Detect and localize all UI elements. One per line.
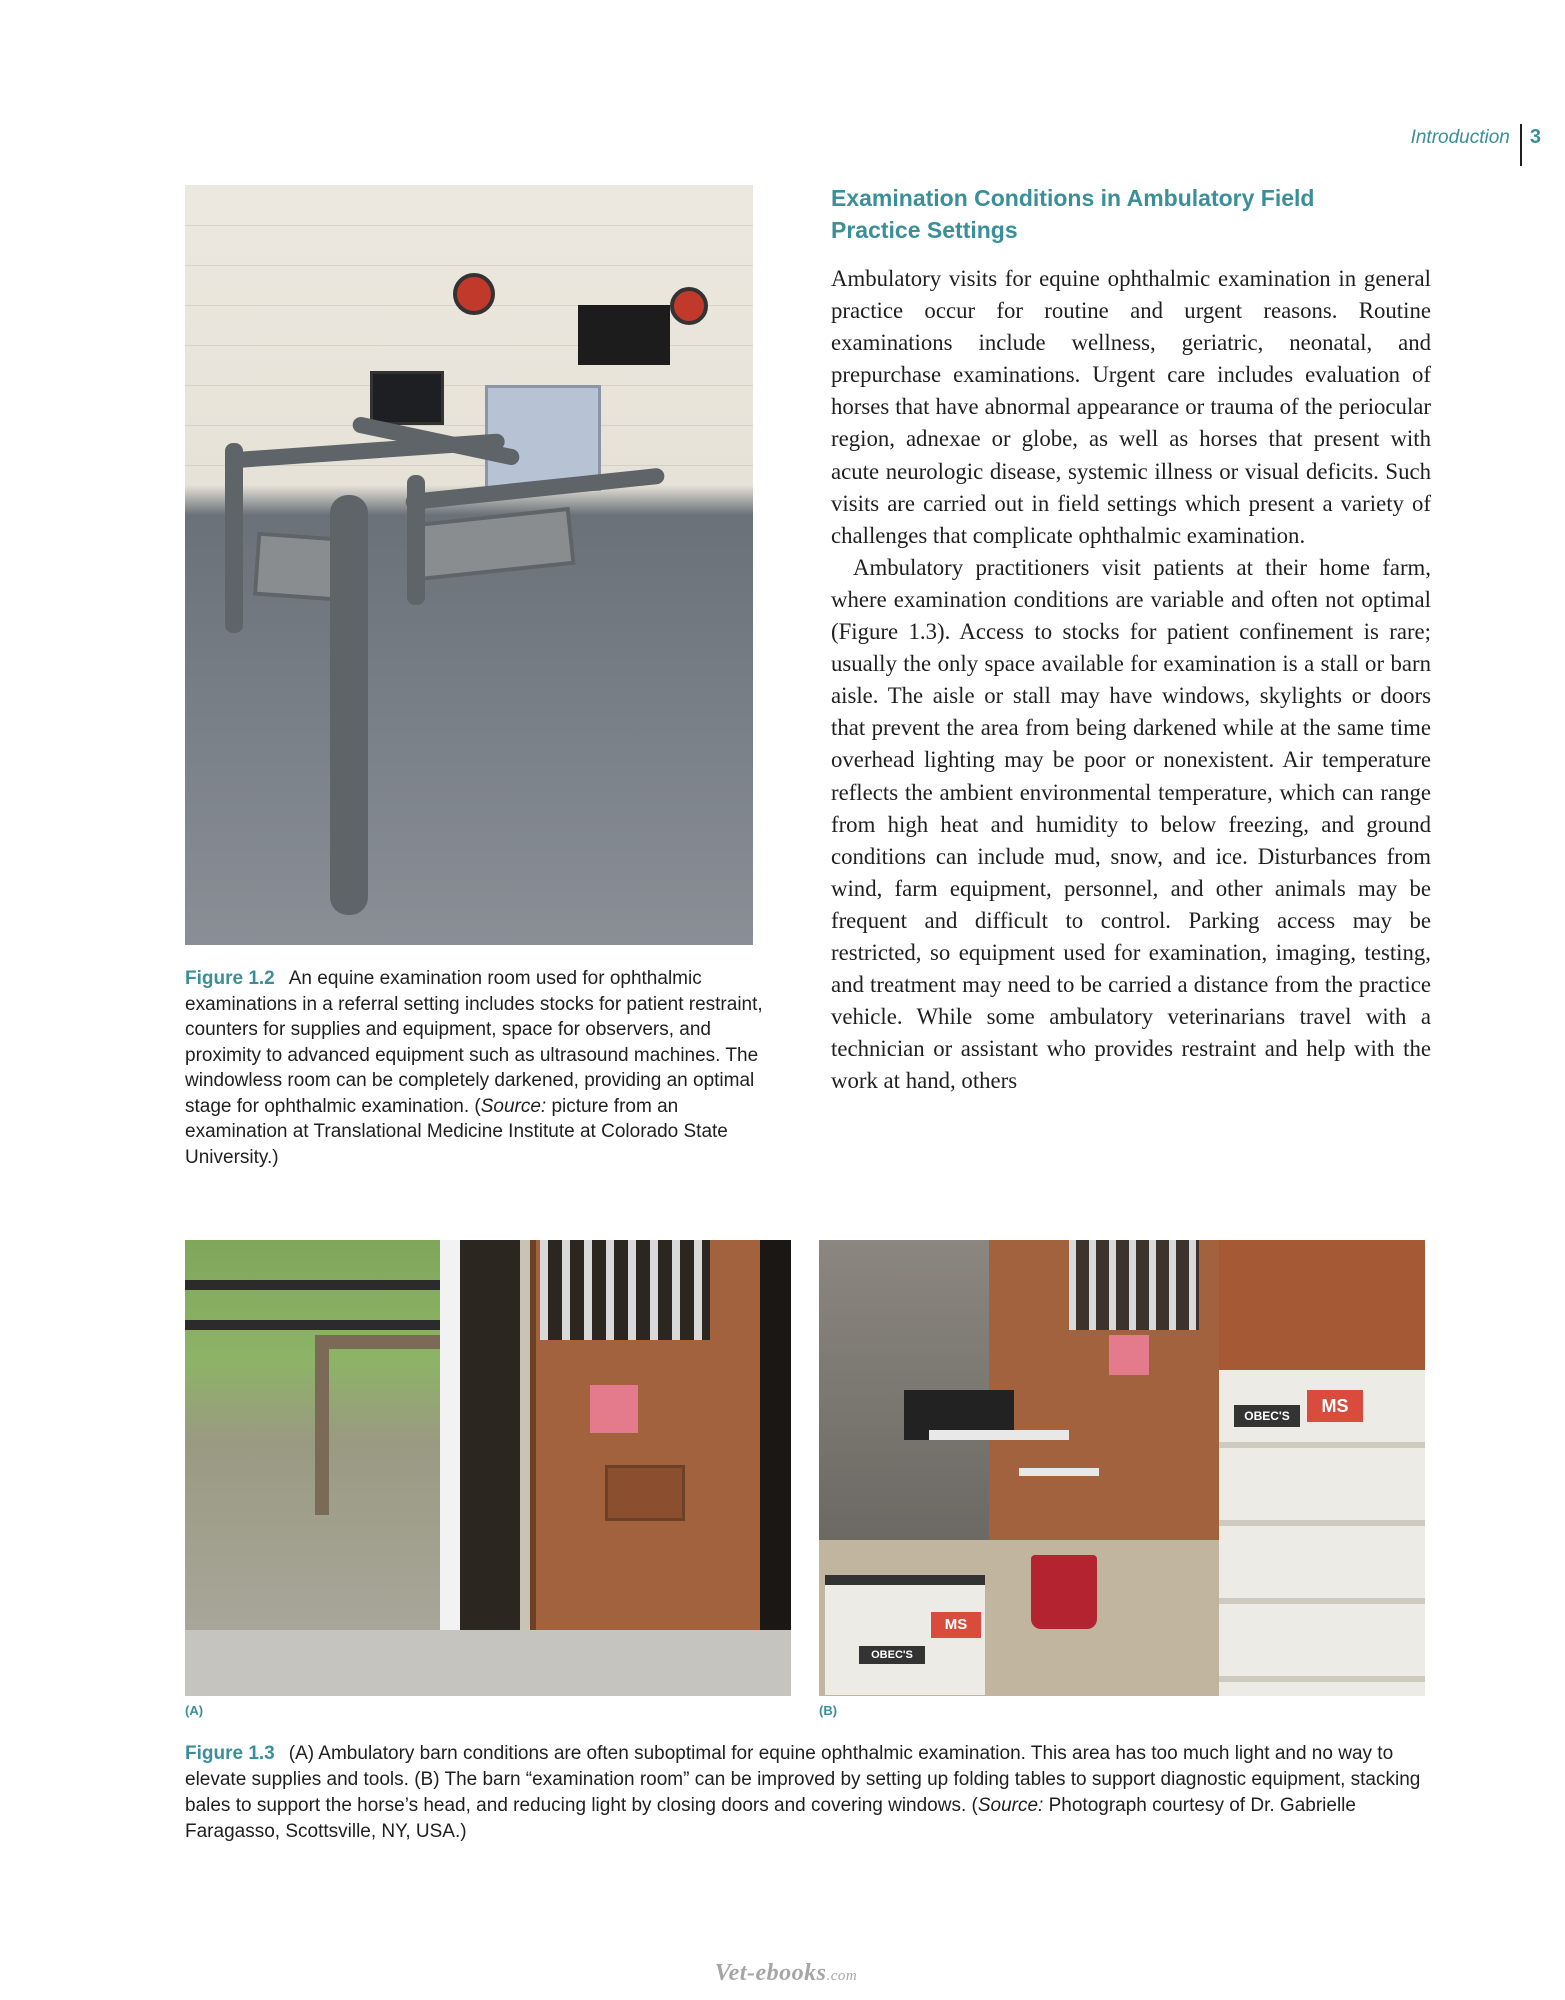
running-header [1411,124,1541,168]
stocks-side-pad [412,507,575,581]
watermark-main: Vet-ebooks [714,1960,827,1986]
figure-1-3-panel-a-label: (A) [185,1703,204,1718]
feed-bag-left-brand: OBEC'S [859,1646,925,1664]
body-text [831,263,1431,1097]
door-feeder [605,1465,685,1521]
hitching-post [315,1335,329,1515]
door-frame [440,1240,460,1630]
wall-monitor [578,305,670,365]
right-wall [760,1240,791,1630]
watermark-suffix: .com [826,1968,858,1984]
figure-1-3-caption-text: (A) Ambulatory barn conditions are often suboptimal for equine ophthalmic examination. This area has too much light and no way to elevate supplies and tools. (B) The barn “examination room” can be improved by setting up folding tables to support diagnostic equipment, stacking bales to support the horse’s head, and reducing light by closing doors and covering windows. ( [185,1743,1421,1816]
figure-1-3-label: Figure 1.3 [185,1743,275,1764]
figure-1-2-label: Figure 1.2 [185,968,275,989]
figure-1-2-caption-text: An equine examination room used for ophthalmic examinations in a referral setting includes stocks for patient restraint, counters for supplies and equipment, space for observers, and proximity to advanced equipment such as ultrasound machines. The windowless room can be completely darkened, providing an optimal stage for ophthalmic examination. ( [185,968,763,1117]
barn-wall-dark [460,1240,520,1630]
pasture-fence [185,1280,445,1290]
stocks-front-post [330,495,368,915]
figure-1-3-panel-b-label: (B) [819,1703,838,1718]
concrete-floor [185,1630,791,1696]
feed-bag-right-label: MS [1307,1390,1363,1422]
folding-table [929,1430,1069,1440]
door-sign [590,1385,638,1433]
stall-door-grille [1069,1240,1199,1330]
figure-1-3-source-label: Source: [977,1795,1044,1816]
computer-monitor [370,371,444,425]
stall-door-grille [540,1240,710,1340]
door-sign [1109,1335,1149,1375]
hose-reel-left [453,273,495,315]
paragraph-1: Ambulatory visits for equine ophthalmic examination in general practice occur for routine and urgent reasons. Routine examinations include wellness, geriatric, neonatal, and prepurchase examinations. Urgent care includes evaluation of horses that have abnormal appearance or trauma of the periocular region, adnexae or globe, as well as horses that present with acute neurologic disease, systemic illness or visual deficits. Such visits are carried out in field settings which present a variety of challenges that complicate ophthalmic examination. [831,266,1431,548]
hose-reel-right [670,287,708,325]
watermark [696,1960,876,1987]
figure-1-3a-photo [185,1240,791,1696]
figure-1-2-source-label: Source: [480,1095,547,1117]
figure-1-3b-photo [819,1240,1425,1696]
running-header-section: Introduction [1410,127,1510,148]
figure-1-2-caption-source: picture from an examination at Translational Medicine Institute at Colorado State University.) [185,1095,728,1168]
section-heading: Examination Conditions in Ambulatory Field Practice Settings [831,185,1315,243]
paragraph-2: Ambulatory practitioners visit patients at their home farm, where examination conditions are variable and often not optimal (Figure 1.3). Access to stocks for patient confinement is rare; usually the only space available for examination is a stall or barn aisle. The aisle or stall may have windows, skylights or doors that prevent the area from being darkened while at the same time overhead lighting may be poor or nonexistent. Air temperature reflects the ambient environmental temperature, which can range from high heat and humidity to below freezing, and ground conditions can include mud, snow, and ice. Disturbances from wind, farm equipment, personnel, and other animals may be frequent and difficult to control. Parking access may be restricted, so equipment used for examination, imaging, testing, and treatment may need to be carried a distance from the practice vehicle. While some ambulatory veterinarians travel with a technician or assistant who provides restraint and help with the work at hand, others [831,554,1431,1094]
figure-1-2-photo [185,185,753,945]
feed-bag-left-label: MS [931,1612,981,1638]
page-number: 3 [1529,126,1541,148]
red-bucket [1031,1555,1097,1629]
figure-1-3-caption-source: Photograph courtesy of Dr. Gabrielle Faragasso, Scottsville, NY, USA.) [185,1795,1356,1842]
figure-1-3-caption [185,1741,1425,1845]
figure-1-2-caption [185,966,775,1170]
feed-bag-right-brand: OBEC'S [1234,1405,1300,1427]
